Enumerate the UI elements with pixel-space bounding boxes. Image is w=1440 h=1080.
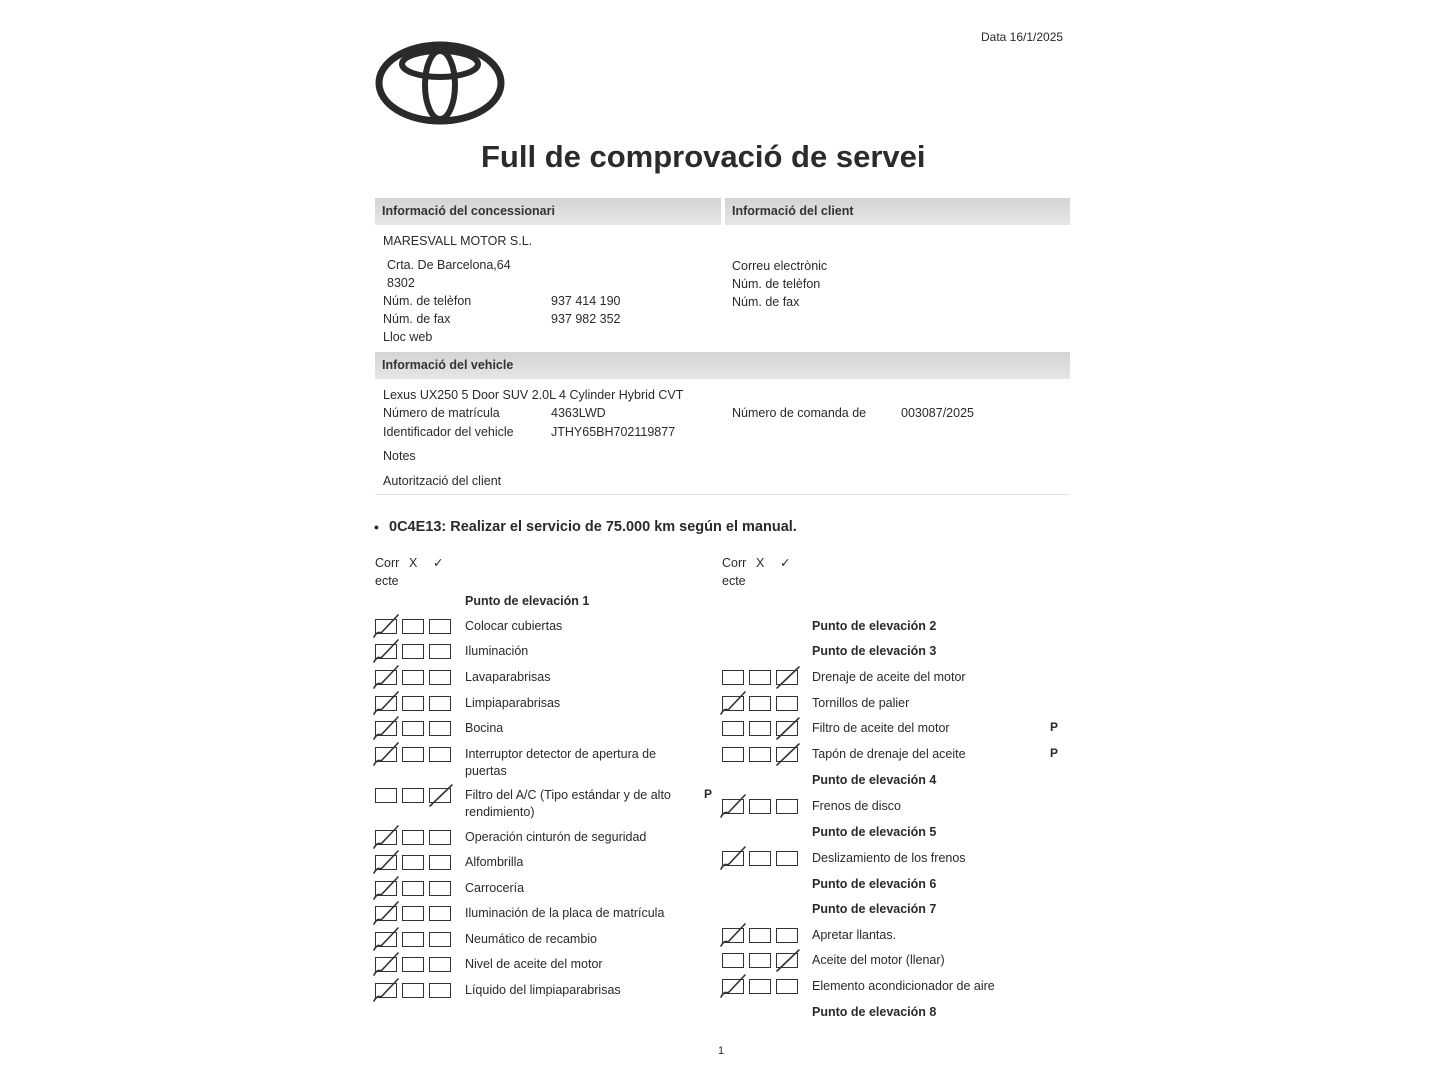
correct-checkbox[interactable] [722, 721, 744, 736]
checklist-item-label: Alfombrilla [465, 855, 524, 869]
checklist-item-label: Elemento acondicionador de aire [812, 979, 995, 993]
fault-checkbox[interactable] [749, 851, 771, 866]
vehicle-plate-value: 4363LWD [551, 406, 606, 420]
check-column-label: ✓ [433, 556, 444, 570]
handwritten-check-mark-icon [719, 845, 749, 871]
handwritten-check-mark-icon [773, 715, 803, 741]
handwritten-check-mark-icon [372, 741, 402, 767]
client-authorization-label: Autorització del client [383, 474, 502, 488]
section-heading: Punto de elevación 5 [812, 825, 937, 839]
checklist-item-label: Iluminación [465, 644, 529, 658]
checklist-item-label: Nivel de aceite del motor [465, 957, 603, 971]
dealer-name: MARESVALL MOTOR S.L. [383, 234, 533, 248]
done-checkbox[interactable] [429, 696, 451, 711]
vehicle-vin-value: JTHY65BH702119877 [551, 425, 676, 439]
section-heading: Punto de elevación 2 [812, 619, 937, 633]
section-divider [375, 494, 1070, 495]
left-section-heading: Punto de elevación 1 [465, 594, 590, 608]
checklist-item-label-cont: puertas [465, 764, 507, 778]
done-checkbox[interactable] [429, 906, 451, 921]
checklist-item-label: Limpiaparabrisas [465, 696, 561, 710]
checklist-item-label: Filtro de aceite del motor [812, 721, 950, 735]
done-checkbox[interactable] [429, 619, 451, 634]
done-checkbox[interactable] [429, 721, 451, 736]
date-label: Data 16/1/2025 [981, 30, 1064, 44]
section-heading: Punto de elevación 7 [812, 902, 937, 916]
x-column-label: X [409, 556, 418, 570]
fault-checkbox[interactable] [749, 979, 771, 994]
checklist-item-label: Tapón de drenaje del aceite [812, 747, 966, 761]
done-checkbox[interactable] [776, 979, 798, 994]
handwritten-check-mark-icon [372, 977, 402, 1003]
checklist-item-label: Frenos de disco [812, 799, 901, 813]
fault-checkbox[interactable] [402, 855, 424, 870]
fault-checkbox[interactable] [749, 721, 771, 736]
fault-checkbox[interactable] [402, 830, 424, 845]
handwritten-check-mark-icon [719, 690, 749, 716]
checklist-item-label: Deslizamiento de los frenos [812, 851, 966, 865]
handwritten-check-mark-icon [372, 638, 402, 664]
section-heading: Punto de elevación 6 [812, 877, 937, 891]
handwritten-check-mark-icon [773, 741, 803, 767]
handwritten-check-mark-icon [372, 875, 402, 901]
handwritten-check-mark-icon [372, 613, 402, 639]
checklist-item-label: Iluminación de la placa de matrícula [465, 906, 665, 920]
order-number-label: Número de comanda de [732, 406, 867, 420]
part-flag: P [704, 787, 713, 801]
page-title: Full de comprovació de servei [481, 139, 926, 174]
done-checkbox[interactable] [429, 932, 451, 947]
correct-column-label-cont: ecte [722, 574, 746, 588]
done-checkbox[interactable] [429, 881, 451, 896]
checklist-item-label: Operación cinturón de seguridad [465, 830, 647, 844]
notes-label: Notes [383, 449, 416, 463]
task-title: 0C4E13: Realizar el servicio de 75.000 km según el manual. [389, 519, 797, 535]
dealer-fax-label: Núm. de fax [383, 312, 451, 326]
vehicle-vin-label: Identificador del vehicle [383, 425, 514, 439]
handwritten-check-mark-icon [372, 690, 402, 716]
handwritten-check-mark-icon [773, 947, 803, 973]
fault-checkbox[interactable] [402, 957, 424, 972]
handwritten-check-mark-icon [372, 664, 402, 690]
handwritten-check-mark-icon [372, 849, 402, 875]
handwritten-check-mark-icon [372, 900, 402, 926]
vehicle-model: Lexus UX250 5 Door SUV 2.0L 4 Cylinder Hybrid CVT [383, 388, 684, 402]
fault-checkbox[interactable] [402, 932, 424, 947]
done-checkbox[interactable] [776, 851, 798, 866]
page-number: 1 [718, 1045, 725, 1057]
part-flag: P [1050, 720, 1059, 734]
done-checkbox[interactable] [429, 670, 451, 685]
checklist-item-label: Apretar llantas. [812, 928, 897, 942]
done-checkbox[interactable] [776, 928, 798, 943]
dealer-phone-value: 937 414 190 [551, 294, 621, 308]
done-checkbox[interactable] [429, 855, 451, 870]
checklist-item-label: Líquido del limpiaparabrisas [465, 983, 621, 997]
client-fax-label: Núm. de fax [732, 295, 800, 309]
checklist-item-label: Drenaje de aceite del motor [812, 670, 966, 684]
handwritten-check-mark-icon [372, 824, 402, 850]
vehicle-plate-label: Número de matrícula [383, 406, 500, 420]
correct-column-label-cont: ecte [375, 574, 399, 588]
dealer-fax-value: 937 982 352 [551, 312, 621, 326]
fault-checkbox[interactable] [402, 619, 424, 634]
correct-checkbox[interactable] [722, 670, 744, 685]
checklist-item-label: Lavaparabrisas [465, 670, 551, 684]
dealer-phone-label: Núm. de telèfon [383, 294, 472, 308]
correct-column-label: Corr [722, 556, 747, 570]
dealer-section-title: Informació del concessionari [382, 204, 555, 218]
vehicle-section-title: Informació del vehicle [382, 358, 514, 372]
section-heading: Punto de elevación 4 [812, 773, 937, 787]
order-number-value: 003087/2025 [901, 406, 974, 420]
done-checkbox[interactable] [429, 957, 451, 972]
task-bullet: • [374, 519, 379, 535]
done-checkbox[interactable] [429, 830, 451, 845]
fault-checkbox[interactable] [402, 906, 424, 921]
fault-checkbox[interactable] [402, 881, 424, 896]
fault-checkbox[interactable] [402, 788, 424, 803]
checklist-item-label-cont: rendimiento) [465, 805, 535, 819]
handwritten-check-mark-icon [719, 793, 749, 819]
check-column-label: ✓ [780, 556, 791, 570]
done-checkbox[interactable] [429, 747, 451, 762]
checklist-item-label: Tornillos de palier [812, 696, 910, 710]
section-heading: Punto de elevación 3 [812, 644, 937, 658]
fault-checkbox[interactable] [749, 953, 771, 968]
handwritten-check-mark-icon [719, 973, 749, 999]
fault-checkbox[interactable] [402, 644, 424, 659]
section-heading: Punto de elevación 8 [812, 1005, 937, 1019]
dealer-address-line1: Crta. De Barcelona,64 [387, 258, 511, 272]
handwritten-check-mark-icon [426, 782, 456, 808]
checklist-item-label: Interruptor detector de apertura de [465, 747, 657, 761]
checklist-item-label: Aceite del motor (llenar) [812, 953, 945, 967]
done-checkbox[interactable] [429, 983, 451, 998]
handwritten-check-mark-icon [719, 922, 749, 948]
x-column-label: X [756, 556, 765, 570]
fault-checkbox[interactable] [402, 696, 424, 711]
checklist-item-label: Bocina [465, 721, 504, 735]
client-email-label: Correu electrònic [732, 259, 828, 273]
correct-checkbox[interactable] [375, 788, 397, 803]
client-section-header [725, 198, 1070, 225]
fault-checkbox[interactable] [749, 696, 771, 711]
vehicle-section-header [375, 352, 1070, 379]
toyota-logo-icon [374, 40, 506, 126]
fault-checkbox[interactable] [402, 983, 424, 998]
fault-checkbox[interactable] [749, 670, 771, 685]
fault-checkbox[interactable] [749, 799, 771, 814]
correct-column-label: Corr [375, 556, 400, 570]
handwritten-check-mark-icon [372, 926, 402, 952]
correct-checkbox[interactable] [722, 747, 744, 762]
dealer-section-header [375, 198, 721, 225]
correct-checkbox[interactable] [722, 953, 744, 968]
dealer-web-label: Lloc web [383, 330, 433, 344]
checklist-item-label: Colocar cubiertas [465, 619, 563, 633]
done-checkbox[interactable] [776, 799, 798, 814]
fault-checkbox[interactable] [402, 747, 424, 762]
fault-checkbox[interactable] [402, 670, 424, 685]
dealer-address-line2: 8302 [387, 276, 415, 290]
done-checkbox[interactable] [776, 696, 798, 711]
client-section-title: Informació del client [732, 204, 854, 218]
done-checkbox[interactable] [429, 644, 451, 659]
handwritten-check-mark-icon [372, 715, 402, 741]
client-phone-label: Núm. de telèfon [732, 277, 821, 291]
handwritten-check-mark-icon [773, 664, 803, 690]
checklist-item-label: Carrocería [465, 881, 525, 895]
fault-checkbox[interactable] [749, 928, 771, 943]
fault-checkbox[interactable] [749, 747, 771, 762]
part-flag: P [1050, 746, 1059, 760]
handwritten-check-mark-icon [372, 951, 402, 977]
checklist-item-label: Filtro del A/C (Tipo estándar y de alto [465, 788, 671, 802]
fault-checkbox[interactable] [402, 721, 424, 736]
checklist-item-label: Neumático de recambio [465, 932, 598, 946]
